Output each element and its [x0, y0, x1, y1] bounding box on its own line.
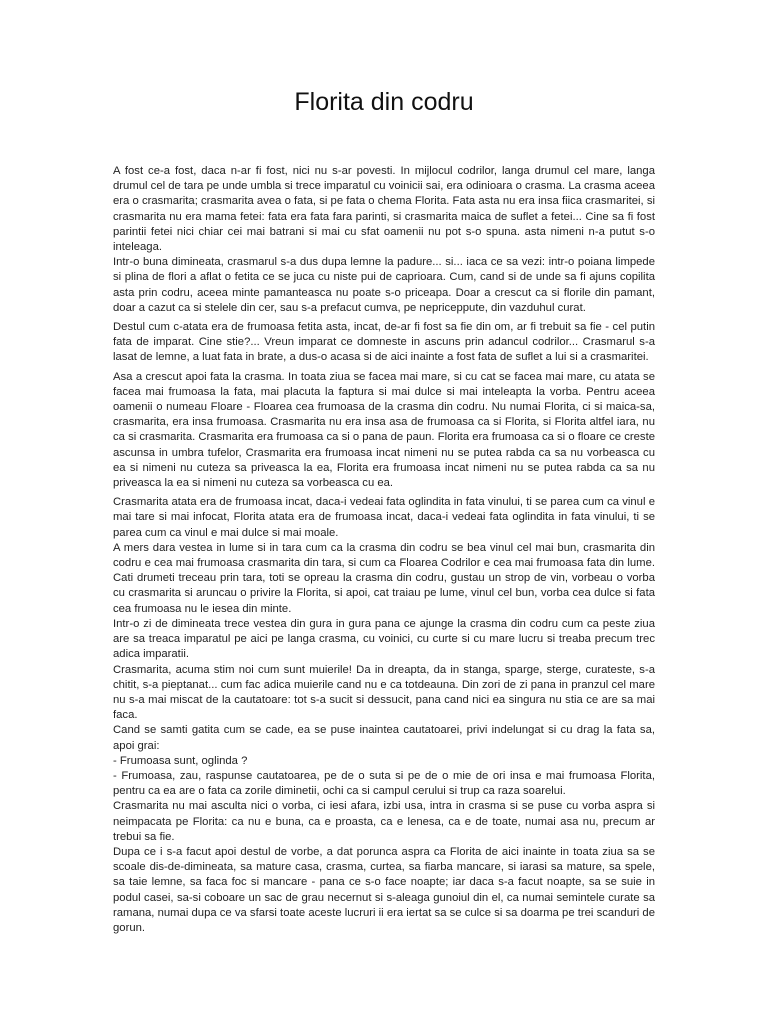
paragraph-line: - Frumoasa, zau, raspunse cautatoarea, pe de o suta si pe de o mie de ori insa e mai frumoasa Florita, pentru ca ea are o fata ca zorile diminetii, ochi ca si campul cerului si trup ca raza soarelui. [113, 769, 655, 798]
story-body [113, 164, 655, 940]
paragraph-1 [113, 164, 655, 316]
paragraph-3 [113, 370, 655, 492]
paragraph-line: Destul cum c-atata era de frumoasa fetita asta, incat, de-ar fi fost sa fie din om, ar fi trebuit sa fie - cel putin fata de imparat. Cine stie?... Vreun imparat ce domneste in ascuns prin adancul codrilor... Crasmarul s-a lasat de lemne, a luat fata in brate, a dus-o acasa si de aici inainte a fost fata de suflet a lui si a crasmaritei. [113, 321, 655, 364]
paragraph-line: Intr-o zi de dimineata trece vestea din gura in gura pana ce ajunge la crasma din codru cum ca peste ziua are sa treaca imparatul pe aici pe langa crasma, cu voinici, cu curte si cu mare lucru si treaba precum trec adica imparatii. [113, 617, 655, 661]
paragraph-line: Crasmarita atata era de frumoasa incat, daca-i vedeai fata oglindita in fata vinului, ti se parea cum ca vinul e mai tare si mai infocat, Florita atata era de frumoasa incat, daca-i vedeai fata oglindita in fata vinului, ti se parea cum ca vinul e mai dulce si mai moale. [113, 496, 655, 539]
paragraph-4 [113, 495, 655, 936]
paragraph-2 [113, 320, 655, 366]
paragraph-line: Dupa ce i s-a facut apoi destul de vorbe, a dat porunca aspra ca Florita de aici inainte in toata ziua sa se scoale dis-de-dimineata, sa mature casa, crasma, curtea, sa fiarba mancare, si iarasi sa mature, sa spele, sa taie lemne, sa faca foc si mancare - pana ce s-o face noapte; iar daca s-a facut noapte, sa se suie in podul casei, sa-si coboare un sac de grau necernut si s-aleaga gunoiul din el, ca numai semintele curate sa ramana, numai dupa ce va sfarsi toate aceste lucruri ii era iertat sa se culce si sa doarma pe trei scanduri de gorun. [113, 845, 655, 934]
paragraph-line: Crasmarita nu mai asculta nici o vorba, ci iesi afara, izbi usa, intra in crasma si se puse cu vorba aspra si neimpacata pe Florita: ca nu e buna, ca e proasta, ca e lenesa, ca e de toate, numai asa nu, precum ar trebui sa fie. [113, 800, 655, 843]
paragraph-line: Asa a crescut apoi fata la crasma. In toata ziua se facea mai mare, si cu cat se facea mai mare, cu atata se facea mai frumoasa la fata, mai placuta la faptura si mai dulce si mai inteleapta la vorba. Pentru aceea oamenii o numeau Floare - Floarea cea frumoasa de la crasma din codru. Nu numai Florita, ci si maica-sa, crasmarita, era insa frumoasa. Crasmarita nu era insa asa de frumoasa ca si Florita, si Florita altfel iara, nu ca si crasmarita. Crasmarita era frumoasa ca si o pana de paun. Florita era frumoasa ca si o floare ce creste ascunsa in umbra tufelor, Crasmarita era frumoasa incat nimeni nu se putea rabda ca sa nu vorbeasca cu ea si nimeni nu cuteza sa priveasca la ea, Florita era frumoasa incat nimeni nu se putea rabda ca sa nu priveasca la ea si nimeni nu cuteza sa vorbeasca cu ea. [113, 370, 655, 490]
page-title: Florita din codru [294, 88, 474, 116]
paragraph-line: Cand se samti gatita cum se cade, ea se puse inaintea cautatoarei, privi indelungat si cu drag la fata sa, apoi grai: [113, 724, 655, 752]
paragraph-line: Crasmarita, acuma stim noi cum sunt muierile! Da in dreapta, da in stanga, sparge, sterge, curateste, s-a chitit, s-a pieptanat... cum fac adica muierile cand nu e ca totdeauna. Din zori de zi pana in pranzul cel mare nu s-a mai miscat de la cautatoare: tot s-a sucit si dessucit, pana cand nici ea singura nu stia ce are sa mai faca. [113, 663, 655, 722]
paragraph-line: A fost ce-a fost, daca n-ar fi fost, nici nu s-ar povesti. In mijlocul codrilor, langa drumul cel mare, langa drumul cel de tara pe unde umbla si trece imparatul cu voinicii sai, era odinioara o crasma. La crasma aceea era o crasmarita; crasmarita avea o fata, si pe fata o chema Florita. Fata asta nu era insa fiica crasmaritei, si crasmarita nu era mama fetei: fata era fata fara parinti, si crasmarita maica de suflet a fetei... Cine sa fi fost parintii fetei nici chiar cei mai batrani si mai cu sfat oamenii nu pot s-o spuna. asta nimeni n-a putut s-o inteleaga. [113, 165, 655, 254]
paragraph-line: Intr-o buna dimineata, crasmarul s-a dus dupa lemne la padure... si... iaca ce sa vezi: intr-o poiana limpede si plina de flori a aflat o fetita ce se juca cu niste pui de caprioara. Cum, cand si de unde sa fi ajuns copilita asta prin codru, aceea minte pamanteasca nu poate s-o priceapa. Doar a crescut ca si florile din pamant, doar a cazut ca si stelele din cer, sau s-a prefacut cumva, pe nepriceppute, din vazduhul curat. [113, 256, 655, 314]
paragraph-line: - Frumoasa sunt, oglinda ? [113, 754, 248, 767]
paragraph-line: A mers dara vestea in lume si in tara cum ca la crasma din codru se bea vinul cel mai bun, crasmarita din codru e cea mai frumoasa crasmarita din tara, si cum ca Floarea Codrilor e cea mai frumoasa fata din lume. Cati drumeti treceau prin tara, toti se opreau la crasma din codru, gustau un strop de vin, vorbeau o vorba cu crasmarita si aruncau o privire la Florita, si apoi, cat traiau pe lume, vinul cel bun, vorba cea dulce si fata cea frumoasa nu le iesea din minte. [113, 541, 655, 615]
